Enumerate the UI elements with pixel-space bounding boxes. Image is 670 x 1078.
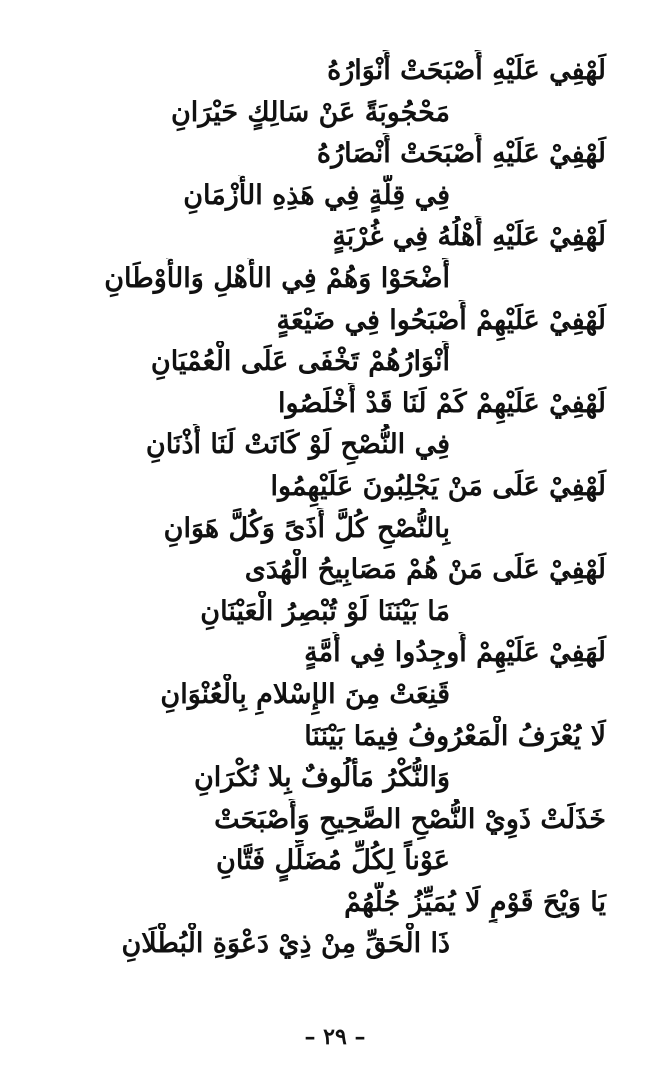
verse-line-5: لَهْفِيْ عَلَيْهِ أَهْلُهُ فِي غُرْبَةٍ <box>332 221 606 253</box>
verse-line-17: لَا يُعْرَفُ الْمَعْرُوفُ فِيمَا بَيْنَنَا <box>304 720 606 752</box>
verse-line-7: لَهْفِيْ عَلَيْهِمْ أَصْبَحُوا فِي ضَيْعَةٍ <box>276 304 606 336</box>
verse-line-19: خَذَلَتْ ذَوِيْ النُّصْحِ الصَّحِيحِ وَأَصْبَحَتْ <box>214 803 606 835</box>
verse-line-6: أَضْحَوْا وَهُمْ فِي الأَهْلِ وَالأَوْطَانِ <box>104 262 450 294</box>
verse-line-16: قَنِعَتْ مِنَ الإِسْلامِ بِالْعُنْوَانِ <box>160 678 450 710</box>
verse-line-1: لَهْفِي عَلَيْهِ أَصْبَحَتْ أَنْوَارُهُ <box>327 55 606 86</box>
verse-line-14: مَا بَيْنَنَا لَوْ تُبْصِرُ الْعَيْنَانِ <box>200 595 450 627</box>
verse-line-15: لَهَفِيْ عَلَيْهِمْ أُوجِدُوا فِي أُمَّةٍ <box>304 637 606 669</box>
verse-line-13: لَهْفِيْ عَلَى مَنْ هُمْ مَصَابِيحُ الْهُدَى <box>244 554 606 586</box>
poem-body <box>40 50 630 965</box>
verse-line-18: وَالنُّكْرُ مَأْلُوفٌ بِلا نُكْرَانِ <box>193 762 450 794</box>
verse-line-11: لَهْفِيْ عَلَى مَنْ يَجْلِبُونَ عَلَيْهِمُوا <box>270 470 606 502</box>
verse-line-22: ذَا الْحَقِّ مِنْ ذِيْ دَعْوَةِ الْبُطْلَانِ <box>121 928 450 960</box>
verse-line-4: فِي قِلَّةٍ فِي هَذِهِ الأَزْمَانِ <box>183 179 450 211</box>
page-number: – ٢٩ – <box>304 1024 366 1050</box>
verse-line-10: فِي النُّصْحِ لَوْ كَانَتْ لَنَا أُذْنَانِ <box>145 429 450 461</box>
verse-line-3: لَهْفِيْ عَلَيْهِ أَصْبَحَتْ أَنْصَارُهُ <box>316 138 606 170</box>
verse-line-12: بِالنُّصْحِ كُلَّ أَذَىً وَكُلَّ هَوَانِ <box>163 512 450 544</box>
verse-line-8: أَنْوَارُهُمْ تَخْفَى عَلَى الْعُمْيَانِ <box>150 346 450 378</box>
verse-line-21: يَا وَيْحَ قَوْمٍ لَا يُمَيِّزُ جُلُّهُمْ <box>344 886 606 918</box>
verse-line-2: مَحْجُوبَةً عَنْ سَالِكٍ حَيْرَانِ <box>170 96 450 128</box>
verse-line-20: عَوْناً لِكُلِّ مُضَلِّلٍ فَتَّانِ <box>216 845 450 877</box>
verse-line-9: لَهْفِيْ عَلَيْهِمْ كَمْ لَنَا قَدْ أَخْلَصُوا <box>278 387 606 419</box>
